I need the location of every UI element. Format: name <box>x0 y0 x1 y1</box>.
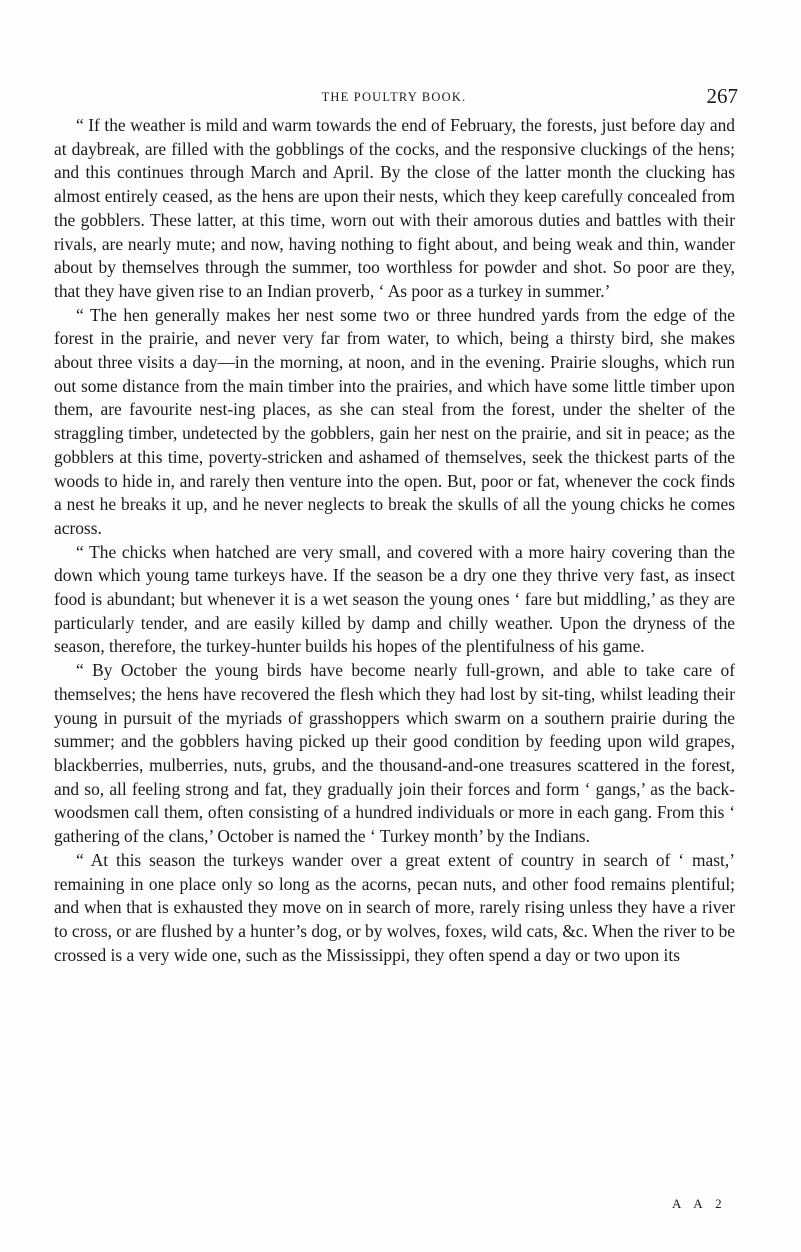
body-text <box>54 114 735 967</box>
paragraph-october: “ By October the young birds have become nearly full-grown, and able to take care of themselves; the hens have recovered the flesh which they had lost by sit-ting, whilst leading their young in pursuit of the myriads of grasshoppers which swarm on a southern prairie during the summer; and the gobblers having picked up their good condition by feeding upon wild grapes, blackberries, mulberries, nuts, grubs, and the thousand-and-one treasures scattered in the forest, and so, all feeling strong and fat, they gradually join their forces and form ‘ gangs,’ as the back-woodsmen call them, often consisting of a hundred individuals or more in each gang. From this ‘ gathering of the clans,’ October is named the ‘ Turkey month’ by the Indians. <box>54 660 735 847</box>
page-number: 267 <box>706 84 738 108</box>
paragraph-hen-nest: “ The hen generally makes her nest some two or three hundred yards from the edge of the forest in the prairie, and never very far from water, to which, being a thirsty bird, she makes about three visits a day—in the morning, at noon, and in the evening. Prairie sloughs, which run out some distance from the main timber into the prairies, and which have some little timber upon them, are favourite nest-ing places, as she can steal from the forest, under the shelter of the straggling timber, undetected by the gobblers, gain her nest on the prairie, and sit in peace; as the gobblers at this time, poverty-stricken and ashamed of themselves, seek the thickest parts of the woods to hide in, and rarely then venture into the open. But, poor or fat, whenever the cock finds a nest he breaks it up, and he never neglects to break the skulls of all the young chicks he comes across. <box>54 304 735 538</box>
running-head <box>54 84 738 110</box>
signature-mark: A A 2 <box>672 1196 727 1211</box>
running-title: THE POULTRY BOOK. <box>321 90 467 104</box>
paragraph-chicks: “ The chicks when hatched are very small, and covered with a more hairy covering than the down which young tame turkeys have. If the season be a dry one they thrive very fast, as insect food is abundant; but whenever it is a wet season the young ones ‘ fare but middling,’ as they are particularly tender, and are easily killed by damp and chilly weather. Upon the dryness of the season, therefore, the turkey-hunter builds his hopes of the plentifulness of his game. <box>54 541 735 657</box>
paragraph-mast-season: “ At this season the turkeys wander over a great extent of country in search of ‘ mast,’ remaining in one place only so long as the acorns, pecan nuts, and other food remains plentiful; and when that is exhausted they move on in search of more, rarely rising unless they have a river to cross, or are flushed by a hunter’s dog, or by wolves, foxes, wild cats, &c. When the river to be crossed is a very wide one, such as the Mississippi, they often spend a day or two upon its <box>54 849 735 965</box>
paragraph-february: “ If the weather is mild and warm towards the end of February, the forests, just before day and at daybreak, are filled with the gobblings of the cocks, and the responsive cluckings of the hens; and this continues through March and April. By the close of the latter month the clucking has almost entirely ceased, as the hens are upon their nests, which they keep carefully concealed from the gobblers. These latter, at this time, worn out with their amorous duties and battles with their rivals, are nearly mute; and now, having nothing to fight about, and being weak and thin, wander about by themselves through the summer, too worthless for powder and shot. So poor are they, that they have given rise to an Indian proverb, ‘ As poor as a turkey in summer.’ <box>54 115 735 301</box>
